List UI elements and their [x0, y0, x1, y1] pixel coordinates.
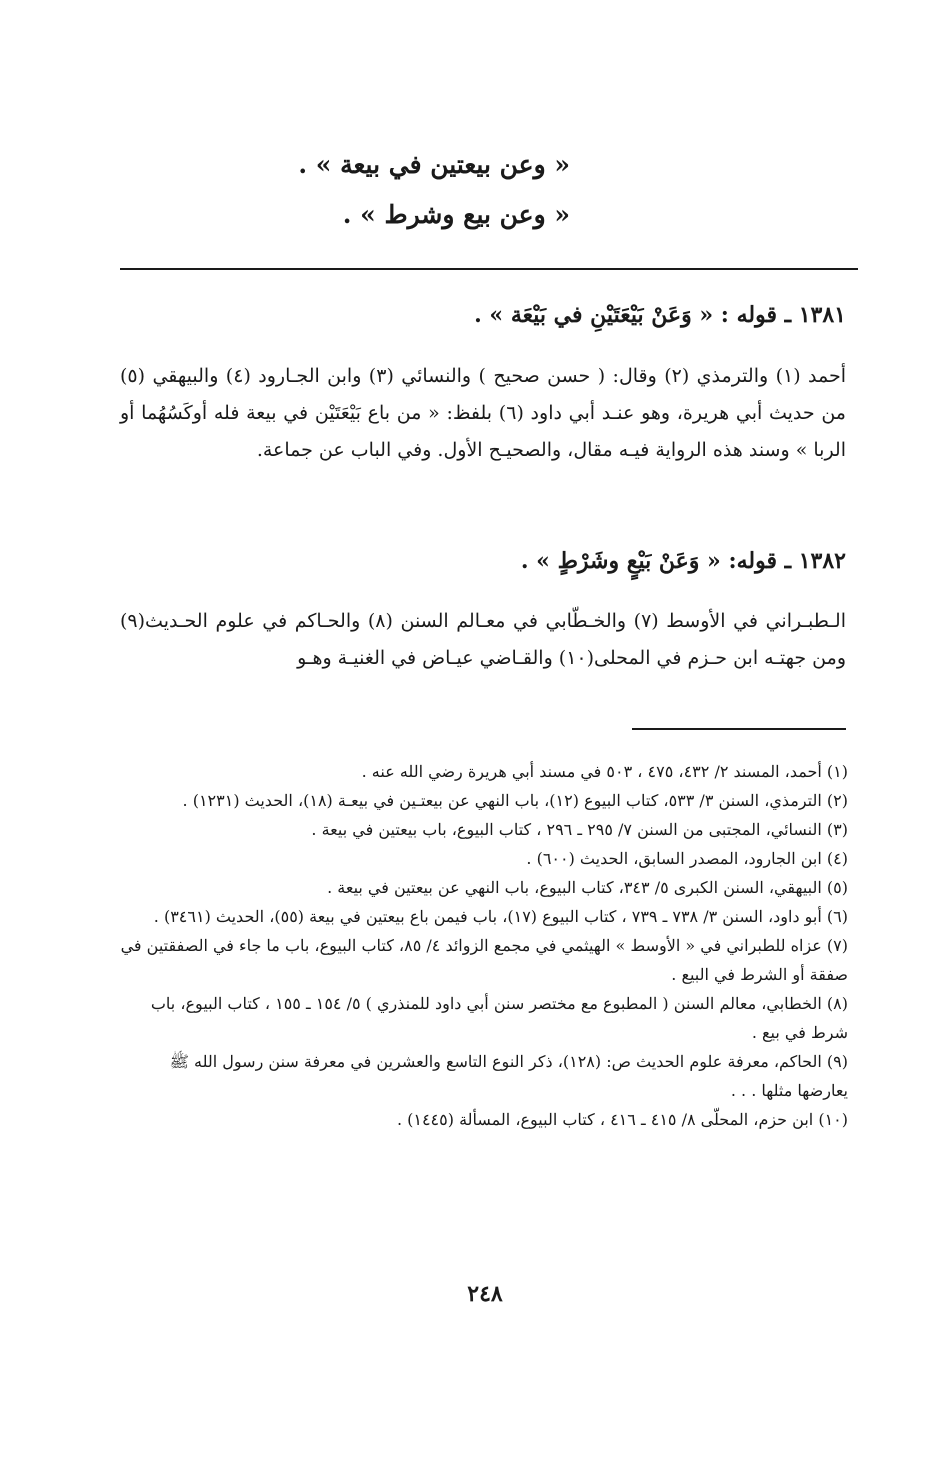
footnote-divider [632, 728, 846, 730]
footnote-2: (٢) الترمذي، السنن ٣/ ٥٣٣، كتاب البيوع (١٢)، باب النهي عن بيعتـين في بيعـة (١٨)، الحديث (١٢٣١) . [182, 791, 848, 810]
footnote-5: (٥) البيهقي، السنن الكبرى ٥/ ٣٤٣، كتاب البيوع، باب النهي عن بيعتين في بيعة . [327, 878, 848, 897]
footnote-10: (١٠) ابن حزم، المحلّى ٨/ ٤١٥ ـ ٤١٦ ، كتاب البيوع، المسألة (١٤٤٥) . [396, 1110, 848, 1129]
page-number: ٢٤٨ [467, 1281, 503, 1307]
footnote-1: (١) أحمد، المسند ٢/ ٤٣٢، ٤٧٥ ، ٥٠٣ في مسند أبي هريرة رضي الله عنه . [361, 762, 848, 781]
footnote-8: (٨) الخطابي، معالم السنن ( المطبوع مع مختصر سنن أبي داود للمنذري ) ٥/ ١٥٤ ـ ١٥٥ ، كتاب البيوع، باب شرط في بيع . [150, 994, 848, 1042]
footnote-3: (٣) النسائي، المجتبى من السنن ٧/ ٢٩٥ ـ ٢٩٦ ، كتاب البيوع، باب بيعتين في بيعة . [311, 820, 848, 839]
footnote-6: (٦) أبو داود، السنن ٣/ ٧٣٨ ـ ٧٣٩ ، كتاب البيوع (١٧)، باب فيمن باع بيعتين في بيعة (٥٥)، الحديث (٣٤٦١) . [153, 907, 848, 926]
entry-heading-1382: ١٣٨٢ ـ قوله: « وَعَنْ بَيْعٍ وشَرْطٍ » . [520, 548, 846, 574]
entry-body-1382: الـطبـراني في الأوسط (٧) والخـطّابي في معـالم السنن (٨) والحـاكم في علوم الحـديث(٩) ومن جهتـه ابن حـزم في المحلى(١٠) والقـاضي عيـاض في الغنيـة وهـو [120, 610, 846, 669]
footnote-7: (٧) عزاه للطبراني في « الأوسط » الهيثمي في مجمع الزوائد ٤/ ٨٥، كتاب البيوع، باب ما جاء في الصفقتين في صفقة أو الشرط في البيع . [120, 936, 848, 984]
footnote-9: (٩) الحاكم، معرفة علوم الحديث ص: (١٢٨)، ذكر النوع التاسع والعشرين في معرفة سنن رسول الله ﷺ يعارضها مثلها . . . [169, 1052, 848, 1100]
footnotes [120, 757, 848, 1134]
entry-heading-1381: ١٣٨١ ـ قوله : « وَعَنْ بَيْعَتَيْنِ في بَيْعَة » . [474, 302, 846, 328]
main-divider [120, 268, 858, 270]
footnote-4: (٤) ابن الجارود، المصدر السابق، الحديث (٦٠٠) . [526, 849, 848, 868]
quoted-text-line-2: « وعن بيع وشرط » . [342, 200, 570, 229]
quoted-text-line-1: « وعن بيعتين في بيعة » . [298, 150, 570, 179]
entry-body-1381: أحمد (١) والترمذي (٢) وقال: ( حسن صحيح ) والنسائي (٣) وابن الجـارود (٤) والبيهقي (٥) من حديث أبي هريرة، وهو عنـد أبي داود (٦) بلفظ: « من باع بَيْعَتَيْن في بيعة فله أوكَسُهُما أو الربا » وسند هذه الرواية فيـه مقال، والصحيـح الأول. وفي الباب عن جماعة. [120, 365, 847, 461]
